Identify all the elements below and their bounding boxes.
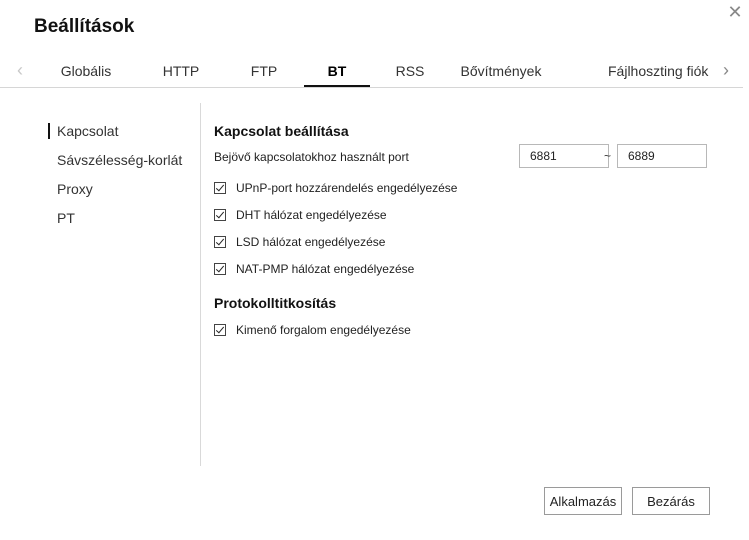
natpmp-label: NAT-PMP hálózat engedélyezése <box>236 261 415 276</box>
checkbox-checked-icon[interactable] <box>214 263 226 275</box>
tab-bt[interactable]: BT <box>304 56 370 87</box>
lsd-label: LSD hálózat engedélyezése <box>236 234 386 249</box>
upnp-label: UPnP-port hozzárendelés engedélyezése <box>236 180 458 195</box>
sidebar <box>48 118 198 234</box>
sidebar-item-connection[interactable] <box>48 118 198 147</box>
tab-bar <box>0 56 743 88</box>
tab-file-hosting[interactable]: Fájlhoszting fiók <box>608 63 709 79</box>
tab-extensions[interactable]: Bővítmények <box>460 63 542 79</box>
dht-label: DHT hálózat engedélyezése <box>236 207 387 222</box>
close-icon[interactable]: ✕ <box>727 2 743 22</box>
checkbox-checked-icon[interactable] <box>214 209 226 221</box>
sidebar-item-label: Proxy <box>57 181 93 197</box>
natpmp-checkbox-row[interactable] <box>214 255 704 282</box>
apply-button[interactable]: Alkalmazás <box>544 487 622 515</box>
upnp-checkbox-row[interactable] <box>214 174 704 201</box>
sidebar-item-proxy[interactable] <box>48 176 198 205</box>
window-bottom-edge <box>0 524 749 540</box>
checkbox-checked-icon[interactable] <box>214 236 226 248</box>
chevron-left-icon[interactable]: ‹ <box>17 60 23 80</box>
outbound-encryption-checkbox-row[interactable] <box>214 316 704 343</box>
tab-global[interactable]: Globális <box>60 63 112 79</box>
port-to-input[interactable] <box>617 144 707 168</box>
sidebar-item-label: Kapcsolat <box>57 123 119 139</box>
chevron-right-icon[interactable]: › <box>723 60 729 80</box>
sidebar-item-bandwidth[interactable] <box>48 147 198 176</box>
content-panel <box>214 118 704 343</box>
section-gap <box>214 282 704 290</box>
tab-ftp[interactable]: FTP <box>250 63 278 79</box>
dht-checkbox-row[interactable] <box>214 201 704 228</box>
lsd-checkbox-row[interactable] <box>214 228 704 255</box>
port-label: Bejövő kapcsolatokhoz használt port <box>214 150 409 164</box>
tab-rss[interactable]: RSS <box>395 63 425 79</box>
sidebar-item-label: Sávszélesség-korlát <box>57 152 183 168</box>
tab-strip <box>30 56 716 87</box>
tab-http[interactable]: HTTP <box>162 63 200 79</box>
sidebar-item-pt[interactable] <box>48 205 198 234</box>
outbound-encryption-label: Kimenő forgalom engedélyezése <box>236 322 411 337</box>
close-button[interactable]: Bezárás <box>632 487 710 515</box>
port-row <box>214 144 704 174</box>
port-from-input[interactable] <box>519 144 612 168</box>
encryption-section-title: Protokolltitkosítás <box>214 295 337 311</box>
sidebar-item-label: PT <box>57 210 75 226</box>
checkbox-checked-icon[interactable] <box>214 324 226 336</box>
vertical-divider <box>200 103 201 466</box>
connection-section-title: Kapcsolat beállítása <box>214 123 349 139</box>
dialog-title: Beállítások <box>34 16 135 37</box>
port-range-separator: ~ <box>604 149 612 163</box>
checkbox-checked-icon[interactable] <box>214 182 226 194</box>
